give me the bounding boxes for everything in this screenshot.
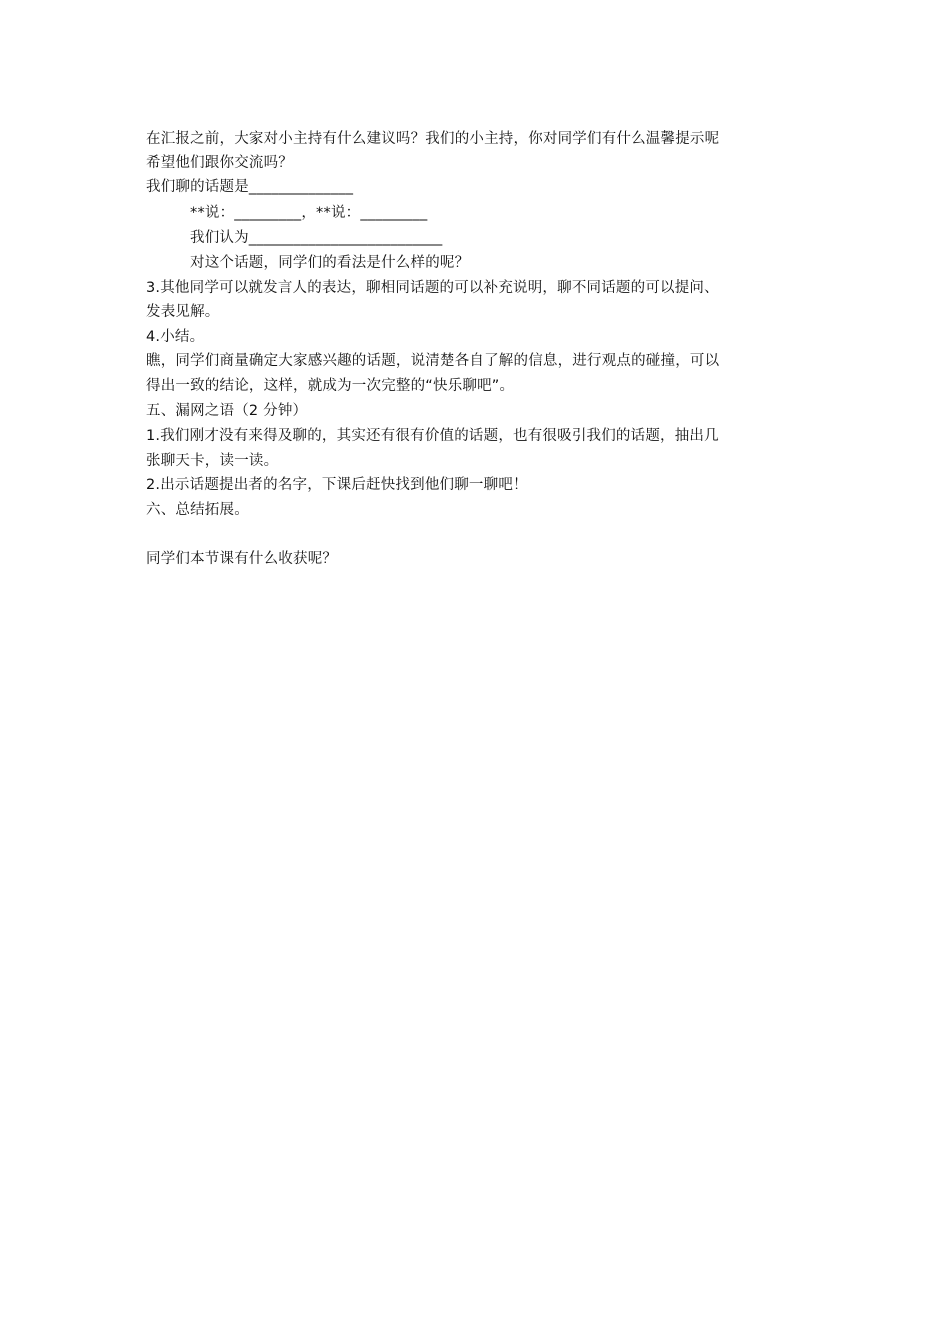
section-heading: 六、总结拓展。 <box>146 502 249 518</box>
paragraph-line: 我们认为__________________________ <box>190 230 443 246</box>
paragraph-line: 张聊天卡，读一读。 <box>146 453 279 469</box>
paragraph-line: 4.小结。 <box>146 329 205 345</box>
paragraph-line: 1.我们刚才没有来得及聊的，其实还有很有价值的话题，也有很吸引我们的话题，抽出几 <box>146 428 719 444</box>
paragraph-line: 得出一致的结论，这样，就成为一次完整的“快乐聊吧”。 <box>146 378 515 394</box>
paragraph-line: 同学们本节课有什么收获呢？ <box>146 551 338 567</box>
paragraph-line: 对这个话题，同学们的看法是什么样的呢？ <box>190 255 470 271</box>
paragraph-line: 在汇报之前，大家对小主持有什么建议吗？我们的小主持，你对同学们有什么温馨提示呢 <box>146 131 720 147</box>
paragraph-line: **说：_________，**说：_________ <box>190 205 428 221</box>
paragraph-line: 希望他们跟你交流吗？ <box>146 155 293 171</box>
section-heading: 五、漏网之语（2 分钟） <box>146 403 308 419</box>
paragraph-line: 我们聊的话题是______________ <box>146 179 354 195</box>
paragraph-line: 瞧，同学们商量确定大家感兴趣的话题，说清楚各自了解的信息，进行观点的碰撞，可以 <box>146 353 720 369</box>
paragraph-line: 2.出示话题提出者的名字，下课后赶快找到他们聊一聊吧！ <box>146 477 528 493</box>
paragraph-line: 发表见解。 <box>146 304 220 320</box>
paragraph-line: 3.其他同学可以就发言人的表达，聊相同话题的可以补充说明，聊不同话题的可以提问、 <box>146 280 719 296</box>
